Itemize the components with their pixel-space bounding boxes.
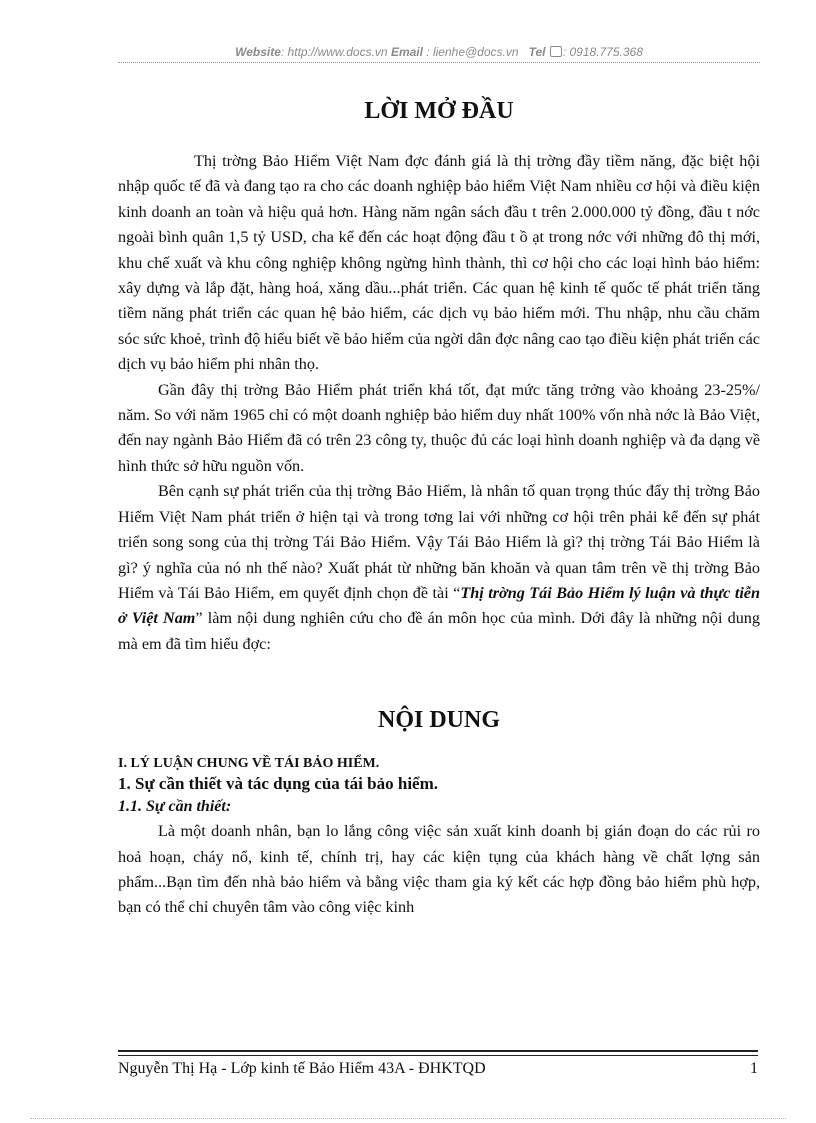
page-bottom-border (30, 1118, 786, 1119)
footer-divider-thick (118, 1050, 758, 1052)
intro-paragraph-1: Thị trờng Bảo Hiểm Việt Nam đợc đánh giá là thị trờng đầy tiềm năng, đặc biệt hội nhập quốc tế đã và đang tạo ra cho các doanh nghiệp bảo hiểm Việt Nam nhiều cơ hội và điều kiện kinh doanh an toàn và hiệu quả hơn. Hàng năm ngân sách đầu t trên 2.000.000 tỷ đồng, đầu t nớc ngoài bình quân 1,5 tỷ USD, cha kể đến các hoạt động đầu t ồ ạt trong nớc với những đô thị mới, khu chế xuất và khu công nghiệp không ngừng hình thành, thì cơ hội cho các loại hình bảo hiểm: xây dựng và lắp đặt, hàng hoá, xăng dầu...phát triển. Các quan hệ kinh tế quốc tế phát triển tăng tiềm năng phát triển các quan hệ bảo hiểm, các dịch vụ bảo hiểm mới. Thu nhập, nhu cầu chăm sóc sức khoẻ, trình độ hiểu biết về bảo hiểm của ngời dân đợc nâng cao tạo điều kiện phát triển các dịch vụ bảo hiểm phi nhân thọ. (118, 152, 760, 374)
intro-paragraph-3 (118, 479, 760, 657)
tel-label: Tel (528, 45, 546, 59)
intro-p3-text-before: Bên cạnh sự phát triển của thị trờng Bảo Hiểm, là nhân tố quan trọng thúc đẩy thị trờng Bảo Hiểm Việt Nam phát triển ở hiện tại và trong tơng lai với những cơ hội trên phải kể đến sự phát triển song song của thị trờng Tái Bảo Hiểm. Vậy Tái Bảo Hiểm là gì? thị trờng Tái Bảo Hiểm là gì? ý nghĩa của nó nh thế nào? Xuất phát từ những băn khoăn và quan tâm trên về thị trờng Bảo Hiểm và Tái Bảo Hiểm, em quyết định chọn đề tài “ (118, 482, 760, 602)
page-number: 1 (750, 1060, 758, 1077)
heading-level-1: I. LÝ LUẬN CHUNG VỀ TÁI BẢO HIỂM. (118, 756, 380, 772)
footer-divider-thin (118, 1055, 758, 1056)
intro-p3-text-after: ” làm nội dung nghiên cứu cho đề án môn học của mình. Dới đây là những nội dung mà em đã tìm hiểu đợc: (118, 609, 760, 653)
email-address[interactable]: : lienhe@docs.vn (422, 45, 519, 59)
footer-author: Nguyễn Thị Hạ - Lớp kinh tế Bảo Hiểm 43A - ĐHKTQD (118, 1060, 486, 1077)
heading-level-2: 1. Sự cần thiết và tác dụng của tái bảo hiểm. (118, 774, 438, 794)
website-label: Website (235, 45, 281, 59)
page-header (118, 45, 760, 63)
intro-paragraph-2: Gần đây thị trờng Bảo Hiểm phát triển khá tốt, đạt mức tăng trởng vào khoảng 23-25%/ năm. So với năm 1965 chỉ có một doanh nghiệp bảo hiểm duy nhất 100% vốn nhà nớc là Bảo Việt, đến nay ngành Bảo Hiểm đã có trên 23 công ty, thuộc đủ các loại hình doanh nghiệp và đa dạng về hình thức sở hữu nguồn vốn. (118, 380, 760, 475)
page-footer (118, 1060, 760, 1078)
document-body (118, 96, 760, 921)
email-label: Email (390, 45, 423, 59)
thesis-topic: Thị trờng Tái Bảo Hiểm lý luận và thực tiễn ở Việt Nam (118, 583, 760, 628)
tel-number: : 0918.775.368 (562, 45, 643, 59)
page-title: LỜI MỞ ĐẦU (364, 98, 514, 124)
website-url[interactable]: : http://www.docs.vn (280, 45, 388, 59)
heading-level-3: 1.1. Sự cần thiết: (118, 798, 232, 816)
phone-icon (550, 46, 562, 57)
section-title: NỘI DUNG (377, 707, 500, 734)
body-paragraph: Là một doanh nhân, bạn lo lắng công việc sản xuất kinh doanh bị gián đoạn do các rủi ro hoả hoạn, cháy nổ, kinh tế, chính trị, hay các kiện tụng của khách hàng về chất lợng sản phẩm...Bạn tìm đến nhà bảo hiểm và bằng việc tham gia ký kết các hợp đồng bảo hiểm phù hợp, bạn có thể chỉ chuyên tâm vào công việc kinh (118, 822, 760, 917)
